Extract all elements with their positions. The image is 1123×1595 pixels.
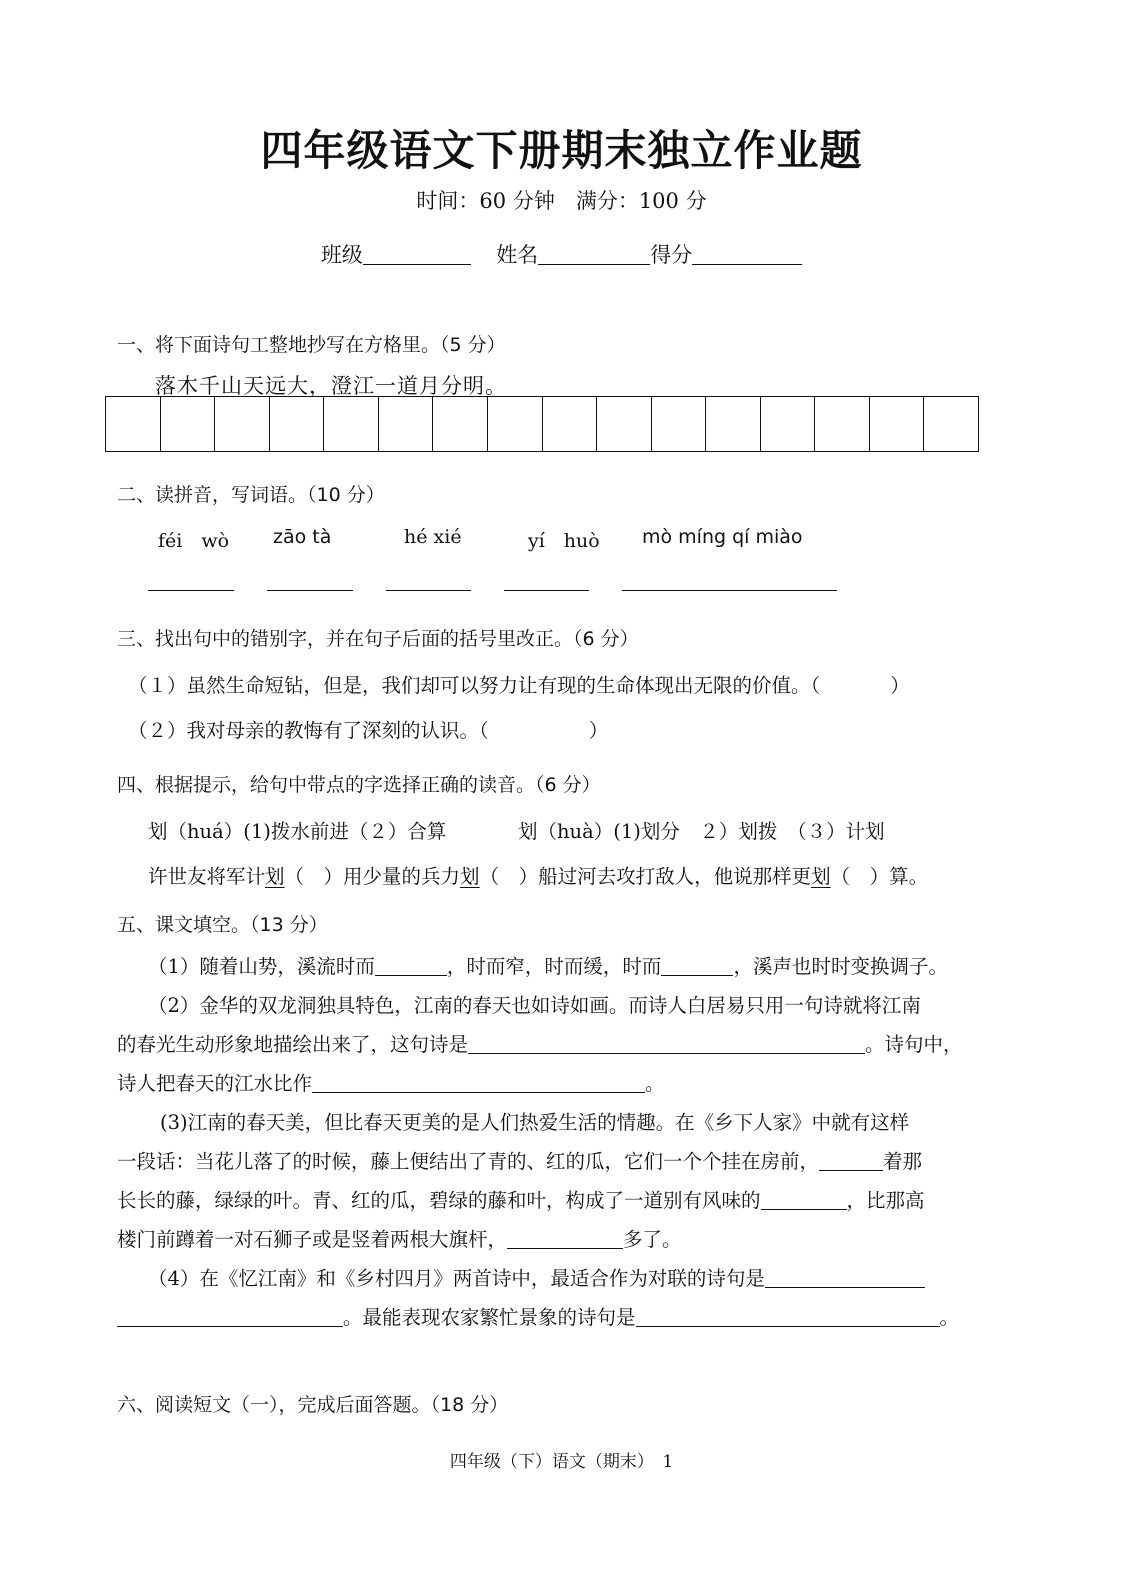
copy-grid [105,396,979,452]
answer-blank[interactable] [312,1072,645,1093]
answer-blank[interactable] [375,955,447,976]
question-text: （１）虽然生命短钻，但是，我们却可以努力让有现的生命体现出无限的价值。（ [128,674,821,697]
question-text: 。 [645,1072,665,1095]
section-1-heading: 一、将下面诗句工整地抄写在方格里。（5 分） [117,334,506,356]
answer-blank[interactable] [622,590,837,591]
question-text: 。最能表现农家繁忙景象的诗句是 [343,1306,636,1329]
answer-blank[interactable] [636,1306,940,1327]
question-5-3-line4 [117,1224,682,1252]
question-5-2-line3 [117,1068,665,1096]
answer-blank[interactable] [507,1228,623,1249]
class-label: 班级 [320,243,363,267]
question-5-2-line2 [117,1029,963,1057]
marked-char: 划 [265,865,285,888]
sentence-part: （ ）用少量的兵力 [284,865,461,888]
question-5-3-line1: (3)江南的春天美，但比春天更美的是人们热爱生活的情趣。在《乡下人家》中就有这样 [160,1111,910,1134]
pinyin-1: féi wò [158,530,230,552]
score-field[interactable] [692,244,802,265]
grid-cell[interactable] [488,397,543,451]
grid-cell[interactable] [215,397,270,451]
close-paren: ） [588,719,609,742]
answer-blank[interactable] [468,1033,865,1054]
section-3-heading: 三、找出句中的错别字，并在句子后面的括号里改正。（6 分） [117,628,639,650]
student-info-line [0,239,1123,269]
sentence-part: 许世友将军计 [148,865,266,888]
name-field[interactable] [538,244,650,265]
question-text: 楼门前蹲着一对石狮子或是竖着两根大旗杆， [117,1228,508,1251]
question-text: 着那 [883,1150,923,1173]
answer-blank[interactable] [267,590,353,591]
question-5-3-line3 [117,1185,925,1213]
grid-cell[interactable] [597,397,652,451]
sentence-part: （ ）算。 [830,865,929,888]
question-text: 长长的藤，绿绿的叶。青、红的瓜，碧绿的藤和叶，构成了一道别有风味的 [117,1189,761,1212]
answer-blank[interactable] [661,955,733,976]
question-4-sentence [148,861,928,889]
question-text: （4）在《忆江南》和《乡村四月》两首诗中，最适合作为对联的诗句是 [148,1267,765,1290]
question-text: （1）随着山势，溪流时而 [148,955,375,978]
pinyin-2: zāo tà [273,526,332,548]
question-5-4-line1 [148,1263,925,1291]
answer-blank[interactable] [761,1189,847,1210]
sentence-part: （ ）船过河去攻打敌人，他说那样更 [479,865,812,888]
grid-cell[interactable] [270,397,325,451]
question-5-4-line2 [117,1302,959,1330]
answer-blank[interactable] [504,590,589,591]
question-3-1 [128,670,910,698]
section-5-heading: 五、课文填空。（13 分） [117,914,328,936]
marked-char: 划 [811,865,831,888]
section-6-heading: 六、阅读短文（一），完成后面答题。（18 分） [117,1394,509,1416]
page-title: 四年级语文下册期末独立作业题 [260,126,863,175]
question-5-2-line1: （2）金华的双龙洞独具特色，江南的春天也如诗如画。而诗人白居易只用一句诗就将江南 [148,994,921,1017]
grid-cell[interactable] [161,397,216,451]
question-text: 诗人把春天的江水比作 [117,1072,313,1095]
exam-time-score: 时间：60 分钟 满分：100 分 [416,189,707,213]
section-4-heading: 四、根据提示，给句中带点的字选择正确的读音。（6 分） [117,774,601,796]
name-label: 姓名 [496,243,539,267]
pinyin-5: mò míng qí miào [642,526,803,548]
grid-cell[interactable] [543,397,598,451]
question-text: 。诗句中， [865,1033,963,1056]
grid-cell[interactable] [324,397,379,451]
grid-cell[interactable] [652,397,707,451]
section-2-heading: 二、读拼音，写词语。（10 分） [117,484,385,506]
pinyin-4: yí huò [528,530,600,552]
question-text: ，时而窄，时而缓，时而 [446,955,662,978]
question-text: ，溪声也时时变换调子。 [733,955,948,978]
grid-cell[interactable] [924,397,978,451]
question-5-3-line2 [117,1146,922,1174]
close-paren: ） [890,674,910,697]
grid-cell[interactable] [870,397,925,451]
question-text: 。 [939,1306,960,1329]
hint-hua-4: 划（huà）(1)划分 ２）划拨 （３）计划 [518,820,885,843]
grid-cell[interactable] [761,397,816,451]
question-5-1 [148,951,948,979]
hint-hua-2: 划（huá）(1)拨水前进（２）合算 [148,820,447,843]
pinyin-3: hé xié [404,526,462,548]
answer-blank[interactable] [148,590,234,591]
poem-line: 落木千山天远大，澄江一道月分明。 [155,374,507,398]
question-text: （２）我对母亲的教悔有了深刻的认识。（ [128,719,489,742]
question-3-2 [128,715,608,743]
question-text: ，比那高 [846,1189,925,1212]
question-text: 多了。 [623,1228,682,1251]
grid-cell[interactable] [433,397,488,451]
marked-char: 划 [460,865,480,888]
question-text: 一段话：当花儿落了的时候，藤上便结出了青的、红的瓜，它们一个个挂在房前， [117,1150,820,1173]
answer-blank[interactable] [819,1150,883,1171]
answer-blank[interactable] [765,1267,925,1288]
grid-cell[interactable] [815,397,870,451]
grid-cell[interactable] [106,397,161,451]
question-text: 的春光生动形象地描绘出来了，这句诗是 [117,1033,469,1056]
grid-cell[interactable] [706,397,761,451]
score-label: 得分 [650,243,693,267]
answer-blank[interactable] [117,1306,343,1327]
grid-cell[interactable] [379,397,434,451]
page-footer: 四年级（下）语文（期末） 1 [449,1452,674,1472]
class-field[interactable] [363,244,471,265]
answer-blank[interactable] [386,590,471,591]
